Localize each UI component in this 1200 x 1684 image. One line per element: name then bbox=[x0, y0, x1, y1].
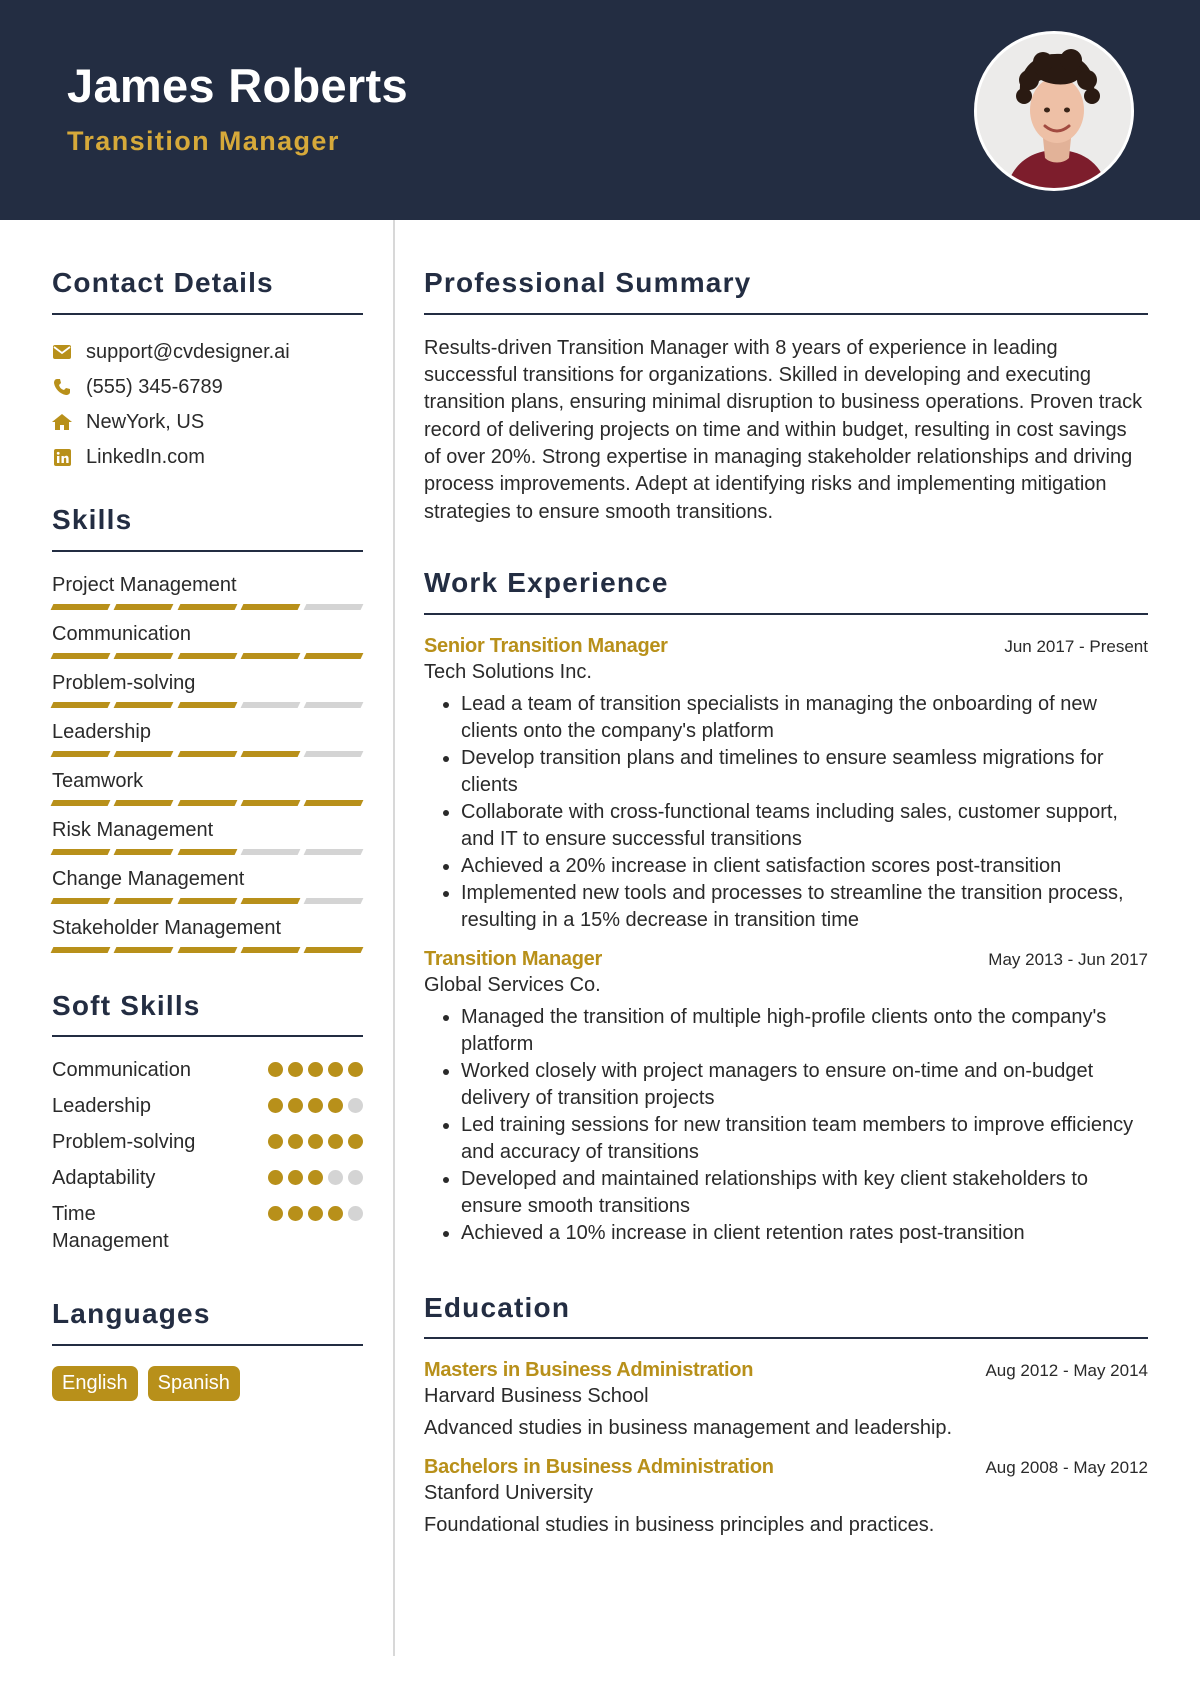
soft-skills-section-title: Soft Skills bbox=[52, 991, 363, 1038]
skill-name: Teamwork bbox=[52, 769, 144, 792]
soft-skill-name: Communication bbox=[52, 1059, 191, 1082]
skill-level-segment bbox=[114, 947, 174, 953]
skill-level-segment bbox=[304, 898, 364, 904]
job-date: May 2013 - Jun 2017 bbox=[988, 949, 1148, 969]
skill-level-segment bbox=[114, 653, 174, 659]
rating-dot bbox=[308, 1170, 323, 1185]
school-name: Stanford University bbox=[424, 1482, 593, 1505]
skill-level-segment bbox=[51, 947, 111, 953]
education-date: Aug 2008 - May 2012 bbox=[985, 1458, 1148, 1478]
skill-level-segment bbox=[240, 849, 300, 855]
job-entry bbox=[424, 635, 1148, 934]
language-badge: English bbox=[52, 1366, 138, 1401]
skill-level-segment bbox=[51, 702, 111, 708]
rating-dot bbox=[348, 1134, 363, 1149]
skill-level-segment bbox=[304, 702, 364, 708]
candidate-title: Transition Manager bbox=[67, 126, 340, 156]
skill-level-segment bbox=[177, 751, 237, 757]
skill-level-segment bbox=[240, 604, 300, 610]
job-bullet: • Achieved a 20% increase in client satisfaction scores post-transition bbox=[461, 853, 1148, 880]
skill-level-segment bbox=[177, 604, 237, 610]
skill-level-segment bbox=[177, 653, 237, 659]
skill-level-segment bbox=[240, 751, 300, 757]
skill-level-segment bbox=[177, 898, 237, 904]
job-title: Transition Manager bbox=[424, 947, 602, 970]
skill-level-segment bbox=[114, 849, 174, 855]
rating-dot bbox=[348, 1062, 363, 1077]
skill-level-segment bbox=[51, 849, 111, 855]
soft-skills-list bbox=[52, 1057, 363, 1255]
job-bullet: • Led training sessions for new transition team members to improve efficiency and accuracy of transitions bbox=[461, 1112, 1148, 1166]
left-column bbox=[52, 268, 363, 1401]
skill-item bbox=[52, 719, 363, 757]
rating-dot bbox=[308, 1062, 323, 1077]
envelope-icon bbox=[52, 342, 72, 362]
rating-dot bbox=[288, 1206, 303, 1221]
rating-dot bbox=[328, 1098, 343, 1113]
skill-level-segment bbox=[240, 800, 300, 806]
skill-item bbox=[52, 817, 363, 855]
linkedin-icon bbox=[52, 447, 72, 467]
skill-level-segment bbox=[240, 898, 300, 904]
skill-level-bar bbox=[52, 947, 362, 953]
contact-location-text: NewYork, US bbox=[86, 410, 205, 433]
skill-item bbox=[52, 866, 363, 904]
education-list bbox=[424, 1359, 1148, 1539]
rating-dot bbox=[288, 1098, 303, 1113]
skill-level-bar bbox=[52, 898, 362, 904]
contact-phone[interactable] bbox=[52, 370, 363, 405]
degree-title: Masters in Business Administration bbox=[424, 1359, 754, 1382]
rating-dot bbox=[308, 1098, 323, 1113]
education-date: Aug 2012 - May 2014 bbox=[985, 1361, 1148, 1381]
skill-name: Problem-solving bbox=[52, 671, 196, 694]
rating-dot bbox=[348, 1206, 363, 1221]
soft-skill-rating bbox=[268, 1165, 363, 1185]
rating-dot bbox=[328, 1206, 343, 1221]
skill-item bbox=[52, 768, 363, 806]
soft-skill-rating bbox=[268, 1093, 363, 1113]
skill-level-segment bbox=[51, 751, 111, 757]
skill-item bbox=[52, 670, 363, 708]
education-entry bbox=[424, 1456, 1148, 1539]
rating-dot bbox=[268, 1134, 283, 1149]
skill-level-segment bbox=[177, 947, 237, 953]
summary-section-title: Professional Summary bbox=[424, 268, 1148, 315]
soft-skill-rating bbox=[268, 1057, 363, 1077]
rating-dot bbox=[268, 1170, 283, 1185]
rating-dot bbox=[268, 1206, 283, 1221]
languages-list bbox=[52, 1366, 363, 1401]
skill-name: Risk Management bbox=[52, 818, 214, 841]
job-bullet: • Lead a team of transition specialists in managing the onboarding of new clients onto the company's platform bbox=[461, 691, 1148, 745]
job-bullet: • Collaborate with cross-functional teams including sales, customer support, and IT to ensure successful transitions bbox=[461, 799, 1148, 853]
contact-section-title: Contact Details bbox=[52, 268, 363, 315]
job-bullet: • Managed the transition of multiple high-profile clients onto the company's platform bbox=[461, 1004, 1148, 1058]
skill-level-segment bbox=[240, 653, 300, 659]
skill-level-bar bbox=[52, 702, 362, 708]
skill-level-segment bbox=[304, 800, 364, 806]
skill-name: Leadership bbox=[52, 720, 151, 743]
job-bullet: • Achieved a 10% increase in client retention rates post-transition bbox=[461, 1220, 1148, 1247]
job-bullet: • Implemented new tools and processes to streamline the transition process, resulting in a 15% decrease in transition time bbox=[461, 880, 1148, 934]
rating-dot bbox=[328, 1134, 343, 1149]
skill-level-segment bbox=[51, 898, 111, 904]
job-date: Jun 2017 - Present bbox=[1004, 636, 1148, 656]
skill-level-segment bbox=[114, 898, 174, 904]
work-section-title: Work Experience bbox=[424, 568, 1148, 615]
rating-dot bbox=[288, 1134, 303, 1149]
contact-linkedin-text: LinkedIn.com bbox=[86, 445, 205, 468]
education-description: Advanced studies in business management and leadership. bbox=[424, 1417, 953, 1440]
soft-skill-item bbox=[52, 1201, 363, 1255]
skill-name: Stakeholder Management bbox=[52, 916, 282, 939]
education-description: Foundational studies in business principles and practices. bbox=[424, 1514, 935, 1537]
contact-phone-text: (555) 345-6789 bbox=[86, 375, 223, 398]
skill-level-segment bbox=[304, 947, 364, 953]
job-bullet: • Developed and maintained relationships with key client stakeholders to ensure smooth transitions bbox=[461, 1166, 1148, 1220]
job-bullet: • Develop transition plans and timelines to ensure seamless migrations for clients bbox=[461, 745, 1148, 799]
skill-level-segment bbox=[114, 604, 174, 610]
rating-dot bbox=[288, 1062, 303, 1077]
soft-skill-rating bbox=[268, 1201, 363, 1221]
summary-text: Results-driven Transition Manager with 8 years of experience in leading successful transitions for organizations. Skilled in developing and executing transition plans, ensuring minimal disruption to business operations. Proven track record of delivering projects on time and within budget, resulting in cost savings of over 20%. Strong expertise in managing stakeholder relationships and driving process improvements. Adept at identifying risks and implementing mitigation strategies to ensure smooth transitions. bbox=[424, 336, 1143, 523]
avatar-icon bbox=[977, 34, 1134, 191]
skill-item bbox=[52, 621, 363, 659]
skill-level-segment bbox=[51, 800, 111, 806]
skill-level-segment bbox=[114, 702, 174, 708]
skill-level-segment bbox=[240, 702, 300, 708]
skill-level-segment bbox=[304, 653, 364, 659]
contact-email[interactable] bbox=[52, 335, 363, 370]
skill-level-segment bbox=[240, 947, 300, 953]
contact-list bbox=[52, 335, 363, 475]
skill-level-segment bbox=[304, 604, 364, 610]
skill-name: Change Management bbox=[52, 867, 245, 890]
skill-level-segment bbox=[177, 800, 237, 806]
rating-dot bbox=[268, 1098, 283, 1113]
skill-level-bar bbox=[52, 751, 362, 757]
profile-photo bbox=[974, 31, 1134, 191]
skill-level-segment bbox=[51, 653, 111, 659]
school-name: Harvard Business School bbox=[424, 1385, 649, 1408]
soft-skill-item bbox=[52, 1165, 363, 1192]
job-company: Tech Solutions Inc. bbox=[424, 660, 592, 683]
skill-level-segment bbox=[304, 751, 364, 757]
skill-name: Project Management bbox=[52, 573, 237, 596]
skill-item bbox=[52, 572, 363, 610]
skill-level-segment bbox=[177, 702, 237, 708]
rating-dot bbox=[308, 1206, 323, 1221]
rating-dot bbox=[328, 1170, 343, 1185]
contact-email-text: support@cvdesigner.ai bbox=[86, 340, 290, 363]
soft-skill-name: Adaptability bbox=[52, 1167, 156, 1190]
job-bullets bbox=[424, 691, 1148, 934]
skill-level-bar bbox=[52, 604, 362, 610]
education-entry bbox=[424, 1359, 1148, 1442]
skill-item bbox=[52, 915, 363, 953]
soft-skill-name: Leadership bbox=[52, 1095, 151, 1118]
soft-skill-rating bbox=[268, 1129, 363, 1149]
job-bullet: • Worked closely with project managers to ensure on-time and on-budget delivery of transition projects bbox=[461, 1058, 1148, 1112]
soft-skill-item bbox=[52, 1129, 363, 1156]
degree-title: Bachelors in Business Administration bbox=[424, 1456, 774, 1479]
soft-skill-item bbox=[52, 1093, 363, 1120]
skills-list bbox=[52, 572, 363, 953]
skill-name: Communication bbox=[52, 622, 191, 645]
contact-linkedin[interactable] bbox=[52, 440, 363, 475]
job-title: Senior Transition Manager bbox=[424, 634, 668, 657]
education-section-title: Education bbox=[424, 1293, 1148, 1340]
skill-level-bar bbox=[52, 849, 362, 855]
phone-icon bbox=[52, 377, 72, 397]
column-divider bbox=[393, 220, 395, 1656]
rating-dot bbox=[268, 1062, 283, 1077]
job-entry bbox=[424, 948, 1148, 1247]
soft-skill-item bbox=[52, 1057, 363, 1084]
job-bullets bbox=[424, 1004, 1148, 1247]
languages-section-title: Languages bbox=[52, 1299, 363, 1346]
skill-level-segment bbox=[51, 604, 111, 610]
skill-level-segment bbox=[114, 751, 174, 757]
skill-level-segment bbox=[304, 849, 364, 855]
right-column bbox=[424, 268, 1148, 1553]
language-badge: Spanish bbox=[148, 1366, 240, 1401]
candidate-name: James Roberts bbox=[67, 59, 408, 112]
rating-dot bbox=[348, 1170, 363, 1185]
rating-dot bbox=[328, 1062, 343, 1077]
contact-location bbox=[52, 405, 363, 440]
rating-dot bbox=[348, 1098, 363, 1113]
skill-level-segment bbox=[177, 849, 237, 855]
resume-header bbox=[0, 0, 1200, 220]
skills-section-title: Skills bbox=[52, 505, 363, 552]
rating-dot bbox=[288, 1170, 303, 1185]
skill-level-segment bbox=[114, 800, 174, 806]
skill-level-bar bbox=[52, 653, 362, 659]
soft-skill-name: Time Management bbox=[52, 1203, 169, 1253]
rating-dot bbox=[308, 1134, 323, 1149]
home-icon bbox=[52, 412, 72, 432]
work-list bbox=[424, 635, 1148, 1247]
job-company: Global Services Co. bbox=[424, 973, 601, 996]
skill-level-bar bbox=[52, 800, 362, 806]
soft-skill-name: Problem-solving bbox=[52, 1131, 196, 1154]
